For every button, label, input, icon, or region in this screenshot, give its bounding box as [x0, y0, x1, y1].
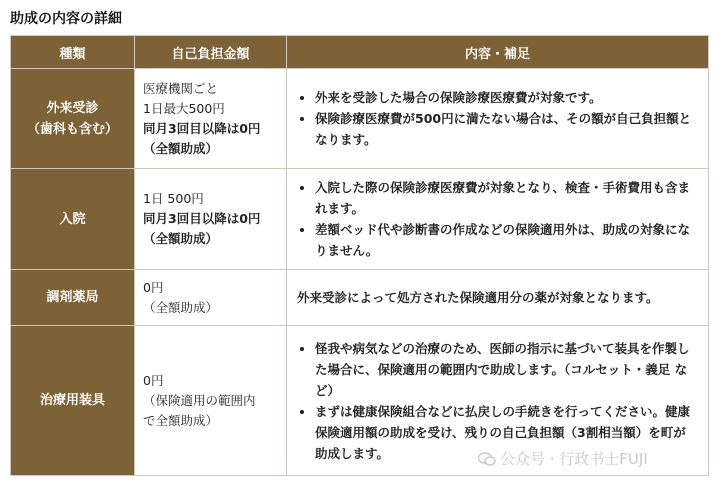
- details-cell: [287, 169, 709, 270]
- amount-text: 0円: [143, 372, 164, 388]
- header-amount: 自己負担金額: [135, 36, 287, 69]
- table-row-outpatient: [11, 69, 709, 169]
- details-list: [293, 177, 698, 261]
- amount-cell: [135, 270, 287, 326]
- amount-bold-text: （全額助成）: [143, 140, 219, 156]
- amount-cell: [135, 169, 287, 270]
- wechat-icon: [478, 452, 496, 466]
- amount-text: 医療機関ごと: [143, 80, 219, 96]
- table-header-row: [11, 36, 709, 69]
- details-item: • 入院した際の保険診療医療費が対象となり、検査・手術費用も含まれます。: [315, 177, 698, 219]
- header-type: 種類: [11, 36, 135, 69]
- amount-text: で全額助成）: [143, 412, 219, 428]
- amount-text: 0円: [143, 279, 164, 295]
- amount-text: 1日最大500円: [143, 100, 225, 116]
- amount-text: （全額助成）: [143, 299, 219, 315]
- amount-cell: [135, 69, 287, 169]
- category-label: 外来受診: [46, 100, 99, 116]
- category-cell: [11, 69, 135, 169]
- category-sublabel: （歯科も含む）: [26, 121, 118, 137]
- watermark: [478, 448, 648, 469]
- details-cell: [287, 270, 709, 326]
- category-label: 調剤薬局: [46, 290, 99, 305]
- category-label: 治療用装具: [39, 393, 105, 408]
- details-item: • 外来を受診した場合の保険診療医療費が対象です。: [315, 87, 698, 108]
- amount-text: （保険適用の範囲内: [143, 392, 256, 408]
- amount-text: 1日 500円: [143, 191, 204, 206]
- section-title: 助成の内容の詳細: [10, 11, 122, 27]
- details-text: 外来受診によって処方された保険適用分の薬が対象となります。: [297, 290, 659, 305]
- details-cell: [287, 69, 709, 169]
- header-details: 内容・補足: [287, 36, 709, 69]
- amount-bold-text: （全額助成）: [143, 231, 219, 246]
- amount-bold-text: 同月3回目以降は0円: [143, 211, 261, 226]
- details-item: • 保険診療医療費が500円に満たない場合は、その額が自己負担額となります。: [315, 108, 698, 150]
- table-row-pharmacy: [11, 270, 709, 326]
- category-cell: [11, 169, 135, 270]
- amount-cell: [135, 326, 287, 476]
- details-list: [293, 87, 698, 150]
- details-item: • 差額ベッド代や診断書の作成などの保険適用外は、助成の対象になりません。: [315, 219, 698, 261]
- details-list: [293, 338, 698, 464]
- details-item: • まずは健康保険組合などに払戻しの手続きを行ってください。健康保険適用額の助成を受け、残りの自己負担額（3割相当額）を町が助成します。: [315, 401, 698, 464]
- subsidy-table: [10, 35, 709, 476]
- watermark-text: 公众号 · 行政书士FUJI: [500, 450, 648, 468]
- category-label: 入院: [59, 211, 86, 227]
- amount-bold-text: 同月3回目以降は0円: [143, 120, 261, 136]
- details-item: • 怪我や病気などの治療のため、医師の指示に基づいて装具を作製した場合に、保険適用の範囲内で助成します。（コルセット・義足 など）: [315, 338, 698, 401]
- category-cell: [11, 326, 135, 476]
- table-row-inpatient: [11, 169, 709, 270]
- category-cell: [11, 270, 135, 326]
